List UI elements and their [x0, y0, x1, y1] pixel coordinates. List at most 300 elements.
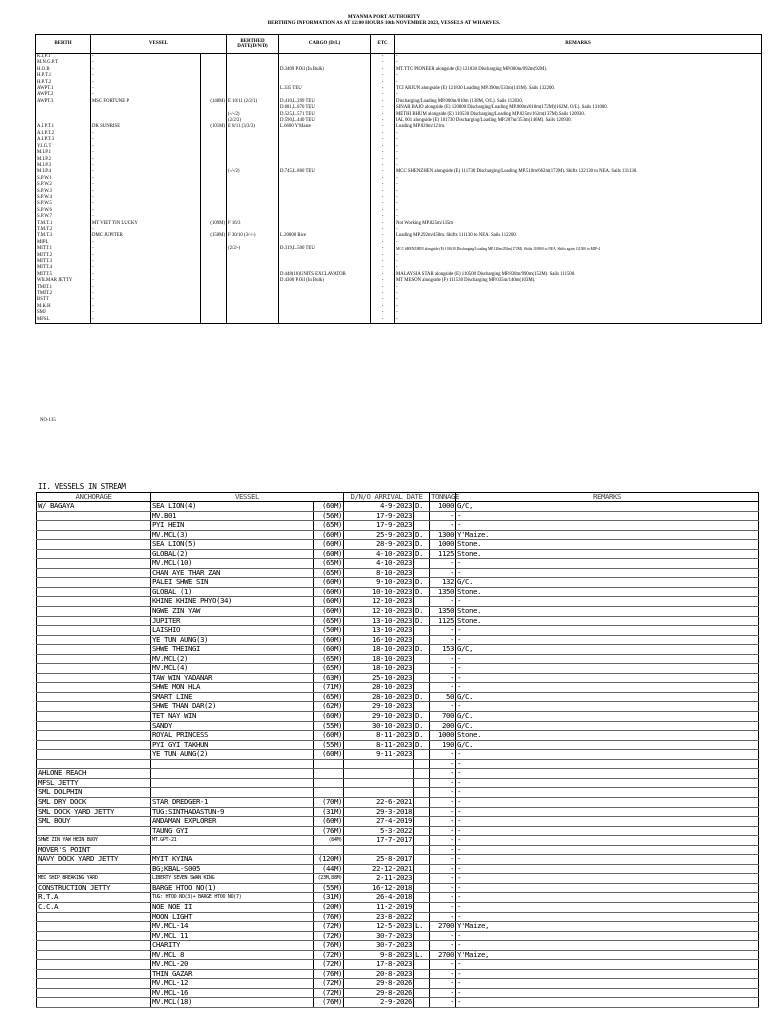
stream-date-cell: 26-4-2018	[344, 893, 414, 903]
stream-anch-cell	[37, 635, 151, 645]
stream-rem-cell: Stone.	[456, 587, 759, 597]
page-number: NO-135	[40, 418, 56, 423]
wharf-etc-cell: -	[371, 92, 395, 98]
stream-len-cell	[314, 759, 344, 769]
wharf-etc-cell: -	[371, 227, 395, 233]
stream-rem-cell: Stone.	[456, 616, 759, 626]
stream-len-cell: (56M)	[314, 511, 344, 521]
stream-dl-cell	[414, 673, 430, 683]
wharf-berth-cell: S.P.W.4	[36, 195, 91, 201]
wharf-vessel-cell: -	[91, 195, 201, 201]
wharf-vessel-cell: -	[91, 240, 201, 246]
stream-vessel-cell	[151, 778, 314, 788]
stream-rem-cell: -	[456, 654, 759, 664]
col-etc: ETC	[371, 35, 395, 54]
wharf-vessel-cell: -	[91, 80, 201, 86]
stream-row	[37, 521, 759, 531]
stream-ton-cell: 200	[430, 721, 456, 731]
col-vessel: VESSEL	[91, 35, 227, 54]
stream-ton-cell: 50	[430, 692, 456, 702]
stream-anch-cell	[37, 540, 151, 550]
wharf-etc-cell: -	[371, 144, 395, 150]
wharf-remarks-cell: MCC SHENZHEN alongside (E) 111730 Discharging/Loading MP.510m/662m(172M). Shifts 122130 to NEA. Sails 131130.	[395, 169, 762, 175]
stream-anch-cell	[37, 931, 151, 941]
stream-vessel-cell: SHWE THEINGI	[151, 645, 314, 655]
stream-len-cell: (60M)	[314, 607, 344, 617]
stream-date-cell: 18-10-2023	[344, 664, 414, 674]
stream-anch-cell	[37, 559, 151, 569]
stream-vessel-cell: MV.MCL(10)	[151, 559, 314, 569]
stream-vessel-cell: ANDAMAN EXPLORER	[151, 817, 314, 827]
stream-row	[37, 769, 759, 779]
stream-vessel-cell: TAUNG GYI	[151, 826, 314, 836]
stream-vessel-cell: JUPITER	[151, 616, 314, 626]
stream-date-cell: 30-7-2023	[344, 931, 414, 941]
wharf-etc-cell: -	[371, 253, 395, 259]
wharf-remarks-cell: -	[395, 201, 762, 207]
stream-ton-cell: -	[430, 673, 456, 683]
wharf-etc-cell: -	[371, 86, 395, 92]
stream-date-cell: 20-8-2023	[344, 969, 414, 979]
wharf-cargo-cell: D.448(18)UNITS EXCLAVATOR	[279, 272, 371, 278]
wharf-remarks-cell: -	[395, 214, 762, 220]
wharf-remarks-cell: -	[395, 131, 762, 137]
stream-date-cell: 4-9-2023	[344, 502, 414, 512]
wharf-berth-cell: MITT.5	[36, 272, 91, 278]
stream-anch-cell	[37, 626, 151, 636]
stream-ton-cell: -	[430, 817, 456, 827]
wharf-remarks-cell: SINAR BAJO alongside (E) 120800 Discharging/Loading MP.000m/010m(172M)(162M, O/L). Sails 131000.	[395, 105, 762, 111]
stream-ton-cell: -	[430, 883, 456, 893]
stream-len-cell: (76M)	[314, 826, 344, 836]
stream-rem-cell: Y'Maize.	[456, 530, 759, 540]
wharf-berth-cell: MITT.3	[36, 259, 91, 265]
stream-ton-cell: 1000	[430, 502, 456, 512]
stream-anch-cell	[37, 616, 151, 626]
stream-row	[37, 540, 759, 550]
wharf-remarks-cell: -	[395, 240, 762, 246]
stream-date-cell: 12-5-2023	[344, 922, 414, 932]
stream-vessel-cell: YE TUN AUNG(2)	[151, 750, 314, 760]
wharf-date-cell: F 16/3	[227, 221, 279, 227]
wharf-etc-cell: -	[371, 278, 395, 284]
wharf-remarks-cell: -	[395, 291, 762, 297]
stream-anch-cell	[37, 521, 151, 531]
wharf-berth-cell: S.P.W.5	[36, 201, 91, 207]
stream-anch-cell: SML DRY DOCK	[37, 797, 151, 807]
wharf-berth-cell: MITT.4	[36, 265, 91, 271]
stream-dl-cell: D.	[414, 578, 430, 588]
wharf-row	[36, 54, 762, 61]
stream-len-cell: (60M)	[314, 578, 344, 588]
stream-ton-cell: -	[430, 511, 456, 521]
wharf-vessel-cell: -	[91, 259, 201, 265]
wharf-remarks-cell: -	[395, 163, 762, 169]
stream-dl-cell	[414, 998, 430, 1008]
stream-ton-cell: -	[430, 664, 456, 674]
stream-row	[37, 855, 759, 865]
wharf-etc-cell: -	[371, 99, 395, 105]
stream-section-title: II. VESSELS IN STREAM	[38, 482, 126, 491]
wharf-date-cell: (-/-/2)	[227, 112, 279, 118]
stream-ton-cell: 132	[430, 578, 456, 588]
stream-vessel-cell: MT.GPT-21	[151, 836, 314, 846]
stream-date-cell: 16-10-2023	[344, 635, 414, 645]
wharf-remarks-cell: Loading MP.292m/450m. Shifts 111130 to NEA. Sails 112200.	[395, 233, 762, 239]
stream-dl-cell	[414, 664, 430, 674]
stream-vessel-cell: STAR DREDGER-1	[151, 797, 314, 807]
wharf-vessel-cell: -	[91, 304, 201, 310]
stream-rem-cell: G/C,	[456, 645, 759, 655]
stream-len-cell: (70M)	[314, 797, 344, 807]
stream-rem-cell: -	[456, 568, 759, 578]
stream-ton-cell: -	[430, 960, 456, 970]
stream-dl-cell: D.	[414, 692, 430, 702]
wharf-vessel-cell: -	[91, 176, 201, 182]
stream-anch-cell	[37, 692, 151, 702]
wharf-cargo-cell: D.3409 P.Oil (In Bulk)	[279, 67, 371, 73]
stream-rem-cell: -	[456, 750, 759, 760]
wharf-cargo-cell: D.681,L.870 TEU	[279, 105, 371, 111]
stream-len-cell: (60M)	[314, 549, 344, 559]
wharf-remarks-cell: METHI BHUM alongside (E) 110530 Discharging/Loading MP.025m/162m(137M).Sails 120930.	[395, 112, 762, 118]
stream-len-cell: (60M)	[314, 635, 344, 645]
stream-ton-cell: -	[430, 683, 456, 693]
stream-vessel-cell: TUG: HTOO NO(3)+ BARGE HTOO NO(7)	[151, 893, 314, 903]
wharf-etc-cell: -	[371, 60, 395, 66]
stream-row	[37, 874, 759, 884]
wharf-berth-cell: M.I.P.1	[36, 150, 91, 156]
stream-dl-cell	[414, 788, 430, 798]
stream-vessel-cell: BARGE HTOO NO(1)	[151, 883, 314, 893]
wharf-etc-cell: -	[371, 105, 395, 111]
stream-ton-cell: 1000	[430, 540, 456, 550]
wharf-remarks-cell: -	[395, 73, 762, 79]
stream-ton-cell: 1000	[430, 731, 456, 741]
stream-row	[37, 817, 759, 827]
stream-len-cell: (60M)	[314, 540, 344, 550]
wharf-vessel-cell: -	[91, 189, 201, 195]
stream-vessel-cell: MV.MCL 11	[151, 931, 314, 941]
stream-anch-cell: CONSTRUCTION JETTY	[37, 883, 151, 893]
stream-dl-cell	[414, 654, 430, 664]
stream-rem-cell: -	[456, 874, 759, 884]
wharf-berth-cell: S.P.W.6	[36, 208, 91, 214]
stream-anch-cell: SHWE ZIN YAW HEIN BUOY	[37, 836, 151, 846]
stream-dl-cell	[414, 893, 430, 903]
stream-ton-cell: -	[430, 969, 456, 979]
stream-dl-cell	[414, 941, 430, 951]
wharf-etc-cell: -	[371, 169, 395, 175]
stream-len-cell: (55M)	[314, 883, 344, 893]
wharf-etc-cell: -	[371, 189, 395, 195]
wharf-etc-cell: -	[371, 297, 395, 303]
stream-anch-cell	[37, 912, 151, 922]
stream-ton-cell: 2700	[430, 922, 456, 932]
stream-date-cell: 2-9-2026	[344, 998, 414, 1008]
stream-dl-cell	[414, 969, 430, 979]
stream-rem-cell: -	[456, 931, 759, 941]
stream-rem-cell: -	[456, 912, 759, 922]
wharf-vessel-cell: -	[91, 73, 201, 79]
stream-ton-cell: -	[430, 568, 456, 578]
stream-row	[37, 750, 759, 760]
stream-dl-cell	[414, 845, 430, 855]
stream-ton-cell: 2700	[430, 950, 456, 960]
wharf-len-cell: (109M)	[201, 221, 227, 227]
stream-date-cell: 29-10-2023	[344, 702, 414, 712]
stream-vessel-cell: LAISHIO	[151, 626, 314, 636]
stream-vessel-cell: NGWE ZIN YAW	[151, 607, 314, 617]
stream-vessel-cell: MV.MCL 8	[151, 950, 314, 960]
wharf-len-cell: (101M)	[201, 124, 227, 130]
stream-row	[37, 979, 759, 989]
wharf-berth-cell: S.P.W.2	[36, 182, 91, 188]
wharf-etc-cell: -	[371, 112, 395, 118]
stream-vessel-cell: PALEI SHWE SIN	[151, 578, 314, 588]
stream-rem-cell: -	[456, 941, 759, 951]
stream-vessel-cell: NOE NOE II	[151, 902, 314, 912]
stream-ton-cell: 1300	[430, 530, 456, 540]
stream-date-cell	[344, 778, 414, 788]
stream-rem-cell: -	[456, 998, 759, 1008]
wharf-remarks-cell: -	[395, 144, 762, 150]
wharf-berth-cell: MFSL	[36, 317, 91, 324]
wharf-remarks-cell: TCI ARJUN alongside (E) 121830 Loading MP.390m/533m(143M). Sails 132200.	[395, 86, 762, 92]
wharf-etc-cell: -	[371, 291, 395, 297]
wharf-vessel-cell: -	[91, 278, 201, 284]
stream-vessel-cell: PYI GYI TAKHUN	[151, 740, 314, 750]
wharf-etc-cell: -	[371, 272, 395, 278]
wharf-vessel-cell: -	[91, 253, 201, 259]
wharf-remarks-cell: Not Working MP.025m/135m	[395, 221, 762, 227]
stream-len-cell: (60M)	[314, 750, 344, 760]
stream-len-cell: (76M)	[314, 912, 344, 922]
stream-ton-cell: 700	[430, 712, 456, 722]
stream-len-cell: (65M)	[314, 692, 344, 702]
col-stream-vessel: VESSEL	[151, 493, 344, 502]
wharf-berth-cell: M.I.P.3	[36, 163, 91, 169]
wharf-vessel-cell: -	[91, 157, 201, 163]
wharf-etc-cell: -	[371, 163, 395, 169]
stream-anch-cell	[37, 511, 151, 521]
stream-date-cell: 28-9-2023	[344, 540, 414, 550]
wharf-etc-cell: -	[371, 214, 395, 220]
wharf-etc-cell: -	[371, 221, 395, 227]
stream-date-cell: 4-10-2023	[344, 559, 414, 569]
stream-dl-cell	[414, 769, 430, 779]
stream-anch-cell: MOVER'S POINT	[37, 845, 151, 855]
stream-len-cell: (60M)	[314, 712, 344, 722]
wharf-berth-cell: S.P.W.3	[36, 189, 91, 195]
stream-ton-cell: -	[430, 788, 456, 798]
wharf-date-cell: (2/2/-)	[227, 246, 279, 252]
wharf-remarks-cell: -	[395, 176, 762, 182]
stream-len-cell: (44M)	[314, 864, 344, 874]
stream-date-cell: 17-8-2023	[344, 960, 414, 970]
stream-vessel-cell: SMART LINE	[151, 692, 314, 702]
stream-anch-cell	[37, 826, 151, 836]
stream-ton-cell: -	[430, 998, 456, 1008]
stream-row	[37, 645, 759, 655]
stream-date-cell: 13-10-2023	[344, 616, 414, 626]
stream-dl-cell: D.	[414, 502, 430, 512]
stream-date-cell: 17-9-2023	[344, 511, 414, 521]
wharf-vessel-cell: -	[91, 317, 201, 324]
stream-rem-cell: Stone.	[456, 607, 759, 617]
stream-anch-cell: W/ BAGAYA	[37, 502, 151, 512]
wharf-remarks-cell: -	[395, 317, 762, 324]
wharf-etc-cell: -	[371, 208, 395, 214]
stream-ton-cell: -	[430, 626, 456, 636]
stream-row	[37, 502, 759, 512]
wharf-cargo-cell: D.319,L.500 TEU	[279, 246, 371, 252]
stream-dl-cell	[414, 855, 430, 865]
col-tonnage: TONNAGE	[431, 492, 459, 501]
wharf-remarks-cell: -	[395, 150, 762, 156]
stream-vessel-cell: BG;KBAL-S005	[151, 864, 314, 874]
stream-ton-cell: -	[430, 893, 456, 903]
stream-date-cell: 25-8-2017	[344, 855, 414, 865]
stream-date-cell: 29-8-2026	[344, 988, 414, 998]
stream-anch-cell	[37, 721, 151, 731]
wharf-vessel-cell: -	[91, 246, 201, 252]
stream-date-cell: 27-4-2019	[344, 817, 414, 827]
stream-date-cell: 22-6-2021	[344, 797, 414, 807]
stream-dl-cell: D.	[414, 616, 430, 626]
stream-anch-cell	[37, 712, 151, 722]
stream-row	[37, 578, 759, 588]
stream-row	[37, 731, 759, 741]
stream-date-cell: 29-3-2018	[344, 807, 414, 817]
wharf-len-cell: (148M)	[201, 99, 227, 105]
wharf-remarks-cell: -	[395, 259, 762, 265]
stream-row	[37, 626, 759, 636]
wharf-etc-cell: -	[371, 73, 395, 79]
stream-ton-cell: -	[430, 931, 456, 941]
wharf-berth-cell: A.I.P.T.1	[36, 124, 91, 130]
stream-dl-cell: D.	[414, 731, 430, 741]
wharf-cargo-cell: L.20000 Rice	[279, 233, 371, 239]
stream-date-cell: 25-9-2023	[344, 530, 414, 540]
stream-anch-cell	[37, 922, 151, 932]
stream-vessel-cell: SEA LION(5)	[151, 540, 314, 550]
stream-vessel-cell	[151, 769, 314, 779]
stream-anch-cell: SML BOUY	[37, 817, 151, 827]
stream-rem-cell: G/C.	[456, 712, 759, 722]
stream-rem-cell: -	[456, 664, 759, 674]
stream-ton-cell: -	[430, 750, 456, 760]
wharf-date-cell: (-/-/2)	[227, 169, 279, 175]
stream-anch-cell	[37, 683, 151, 693]
stream-anch-cell	[37, 673, 151, 683]
stream-row	[37, 941, 759, 951]
wharf-etc-cell: -	[371, 246, 395, 252]
stream-anch-cell: NAVY DOCK YARD JETTY	[37, 855, 151, 865]
stream-date-cell: 28-10-2023	[344, 683, 414, 693]
wharf-remarks-cell: MCC SHENZHEN alongside (E) 101630 Discharging/Loading MP.120m/292m(172M). Shifts 110800 to NEA. Shifts again 111500 to MIP-4	[395, 246, 762, 252]
wharf-vessel-cell: -	[91, 60, 201, 66]
stream-len-cell: (50M)	[314, 626, 344, 636]
stream-vessel-cell: TUG:SINTHADASTUN-9	[151, 807, 314, 817]
stream-len-cell: (23M,88M)	[314, 874, 344, 884]
wharf-etc-cell: -	[371, 310, 395, 316]
wharf-remarks-cell: -	[395, 253, 762, 259]
wharf-remarks-cell: MT.TTC PIONEER alongside (E) 121830 Discharging MP.000m/092m(92M).	[395, 67, 762, 73]
stream-date-cell: 5-3-2022	[344, 826, 414, 836]
wharf-berth-cell: H.O.B	[36, 67, 91, 73]
wharf-berth-cell: SMJ	[36, 310, 91, 316]
col-berth: BERTH	[36, 35, 91, 54]
wharf-berth-cell: AWPT.1	[36, 86, 91, 92]
stream-vessel-cell: MV.MCL-20	[151, 960, 314, 970]
stream-len-cell: (72M)	[314, 931, 344, 941]
stream-date-cell: 18-10-2023	[344, 654, 414, 664]
wharf-berth-cell: WILMAR JETTY	[36, 278, 91, 284]
stream-date-cell: 29-8-2026	[344, 979, 414, 989]
stream-len-cell: (76M)	[314, 941, 344, 951]
stream-len-cell: (63M)	[314, 673, 344, 683]
stream-vessel-cell: MYIT KYINA	[151, 855, 314, 865]
stream-dl-cell	[414, 836, 430, 846]
stream-dl-cell: D.	[414, 549, 430, 559]
wharf-vessel-cell: -	[91, 67, 201, 73]
stream-date-cell: 11-2-2019	[344, 902, 414, 912]
wharf-cargo-cell: D.4300 P.Oil (In Bulk)	[279, 278, 371, 284]
stream-vessel-cell: MV.MCL(18)	[151, 998, 314, 1008]
stream-dl-cell	[414, 902, 430, 912]
stream-vessel-cell: MV.MCL-16	[151, 988, 314, 998]
stream-len-cell: (76M)	[314, 998, 344, 1008]
stream-vessel-cell: CHAN AYE THAR ZAN	[151, 568, 314, 578]
stream-rem-cell: -	[456, 683, 759, 693]
stream-vessel-cell: MV.B01	[151, 511, 314, 521]
wharf-remarks-cell: IAL 001 alongside (E) 101730 Discharging/Loading MP.207m/353m(146M). Sails 120930.	[395, 118, 762, 124]
wharf-remarks-cell: -	[395, 60, 762, 66]
wharf-etc-cell: -	[371, 157, 395, 163]
wharf-cargo-cell: D.590,L.440 TEU	[279, 118, 371, 124]
stream-vessel-cell: MV.MCL(4)	[151, 664, 314, 674]
col-stream-remarks: REMARKS	[456, 493, 759, 502]
wharves-header-row	[36, 35, 762, 54]
stream-rem-cell: -	[456, 635, 759, 645]
wharf-remarks-cell: MALAYSIA STAR alongside (E) 110500 Discharging MP.838m/990m(152M). Sails 111500.	[395, 272, 762, 278]
stream-rem-cell: -	[456, 988, 759, 998]
wharf-cargo-cell	[279, 317, 371, 324]
stream-anch-cell	[37, 998, 151, 1008]
stream-len-cell: (71M)	[314, 683, 344, 693]
stream-anch-cell	[37, 578, 151, 588]
stream-vessel-cell: MV.MCL-14	[151, 922, 314, 932]
stream-dl-cell	[414, 559, 430, 569]
wharf-vessel-cell: -	[91, 137, 201, 143]
stream-row	[37, 759, 759, 769]
stream-len-cell: (31M)	[314, 893, 344, 903]
wharf-cargo-cell: L.335 TEU	[279, 86, 371, 92]
stream-anch-cell: MFSL JETTY	[37, 778, 151, 788]
stream-rem-cell: -	[456, 797, 759, 807]
stream-dl-cell	[414, 750, 430, 760]
wharf-etc-cell: -	[371, 285, 395, 291]
col-cargo: CARGO (D/L)	[279, 35, 371, 54]
stream-row	[37, 664, 759, 674]
wharves-table	[35, 34, 762, 324]
wharf-vessel-cell: DMC JUPITER	[91, 233, 201, 239]
stream-dl-cell	[414, 778, 430, 788]
stream-rem-cell: -	[456, 778, 759, 788]
stream-anch-cell	[37, 530, 151, 540]
stream-vessel-cell: SHWE MON HLA	[151, 683, 314, 693]
